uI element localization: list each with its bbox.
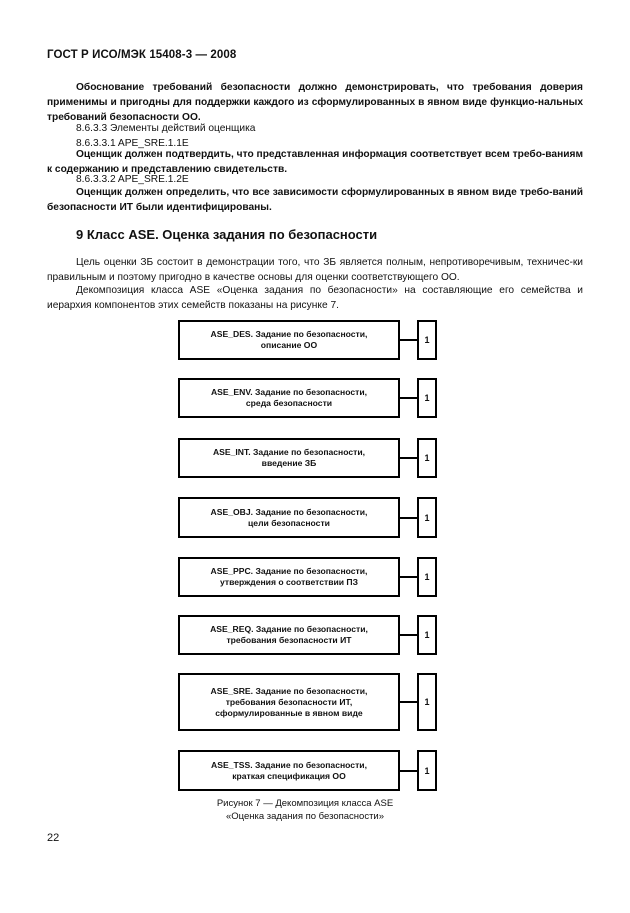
box-label-line: ASE_SRE. Задание по безопасности, [210, 685, 368, 696]
connector-line [400, 701, 417, 703]
paragraph-decomposition: Декомпозиция класса ASE «Оценка задания по безопасности» на составляющие его семейства и иерархия компонентов этих семейств показаны на рисунке 7. [47, 285, 583, 311]
paragraph-goal: Цель оценки ЗБ состоит в демонстрации того, что ЗБ является полным, непротиворечивым, техничес-ки правильным и поэтому пригодно в качестве основы для оценки соответствующего ОО. [47, 257, 583, 283]
figure-caption [180, 797, 430, 823]
figure-box-ase-int [178, 438, 400, 478]
box-label-line: ASE_PPC. Задание по безопасности, [210, 566, 368, 576]
box-label-line: введение ЗБ [261, 458, 317, 468]
component-count-box: 1 [417, 750, 437, 791]
paragraph-evaluator-confirm: Оценщик должен подтвердить, что представленная информация соответствует всем требо-ваниям к содержанию и представлению свидетельств. [47, 149, 583, 175]
box-label-line: сформулированные в явном виде [215, 707, 363, 718]
component-count-box: 1 [417, 557, 437, 597]
figure-box-ase-req [178, 615, 400, 655]
clause-8-6-3-3: 8.6.3.3 Элементы действий оценщика [76, 123, 256, 134]
connector-line [400, 517, 417, 519]
component-count-box: 1 [417, 615, 437, 655]
component-count-box: 1 [417, 438, 437, 478]
clause-8-6-3-3-1: 8.6.3.3.1 APE_SRE.1.1E [76, 138, 189, 149]
box-label-line: цели безопасности [248, 517, 330, 528]
figure-box-ase-des [178, 320, 400, 360]
component-count-box: 1 [417, 497, 437, 538]
page-number: 22 [47, 832, 60, 844]
box-label-line: описание ОО [260, 340, 318, 350]
connector-line [400, 339, 417, 341]
box-label-line: среда безопасности [245, 398, 333, 408]
component-count-box: 1 [417, 673, 437, 731]
paragraph-rationale: Обоснование требований безопасности должно демонстрировать, что требования доверия применимы и пригодны для поддержки каждого из сформулированных в явном виде функцио-нальных требований безопасности ОО. [47, 82, 583, 123]
box-label-line: требования безопасности ИТ [226, 635, 352, 645]
box-label-line: краткая спецификация ОО [232, 770, 346, 781]
box-label-line: ASE_DES. Задание по безопасности, [210, 329, 368, 339]
component-count-box: 1 [417, 378, 437, 418]
connector-line [400, 770, 417, 772]
figure-box-ase-env [178, 378, 400, 418]
box-label-line: ASE_TSS. Задание по безопасности, [211, 759, 367, 770]
figure-caption-line: Рисунок 7 — Декомпозиция класса ASE [216, 798, 394, 809]
box-label-line: ASE_OBJ. Задание по безопасности, [210, 506, 368, 517]
clause-8-6-3-3-2: 8.6.3.3.2 APE_SRE.1.2E [76, 174, 189, 185]
document-header: ГОСТ Р ИСО/МЭК 15408-3 — 2008 [47, 49, 237, 61]
figure-caption-line: «Оценка задания по безопасности» [225, 811, 385, 822]
section-title: 9 Класс ASE. Оценка задания по безопасности [76, 227, 378, 242]
figure-box-ase-ppc [178, 557, 400, 597]
figure-box-ase-sre [178, 673, 400, 731]
box-label-line: требования безопасности ИТ, [225, 696, 353, 707]
connector-line [400, 457, 417, 459]
box-label-line: ASE_REQ. Задание по безопасности, [210, 624, 368, 634]
connector-line [400, 634, 417, 636]
box-label-line: утверждения о соответствии ПЗ [219, 577, 358, 587]
component-count-box: 1 [417, 320, 437, 360]
box-label-line: ASE_INT. Задание по безопасности, [212, 447, 366, 457]
connector-line [400, 576, 417, 578]
paragraph-evaluator-determine: Оценщик должен определить, что все зависимости сформулированных в явном виде требо-ваний безопасности ИТ были идентифицированы. [47, 187, 583, 213]
connector-line [400, 397, 417, 399]
figure-box-ase-tss [178, 750, 400, 791]
box-label-line: ASE_ENV. Задание по безопасности, [210, 387, 368, 397]
figure-box-ase-obj [178, 497, 400, 538]
